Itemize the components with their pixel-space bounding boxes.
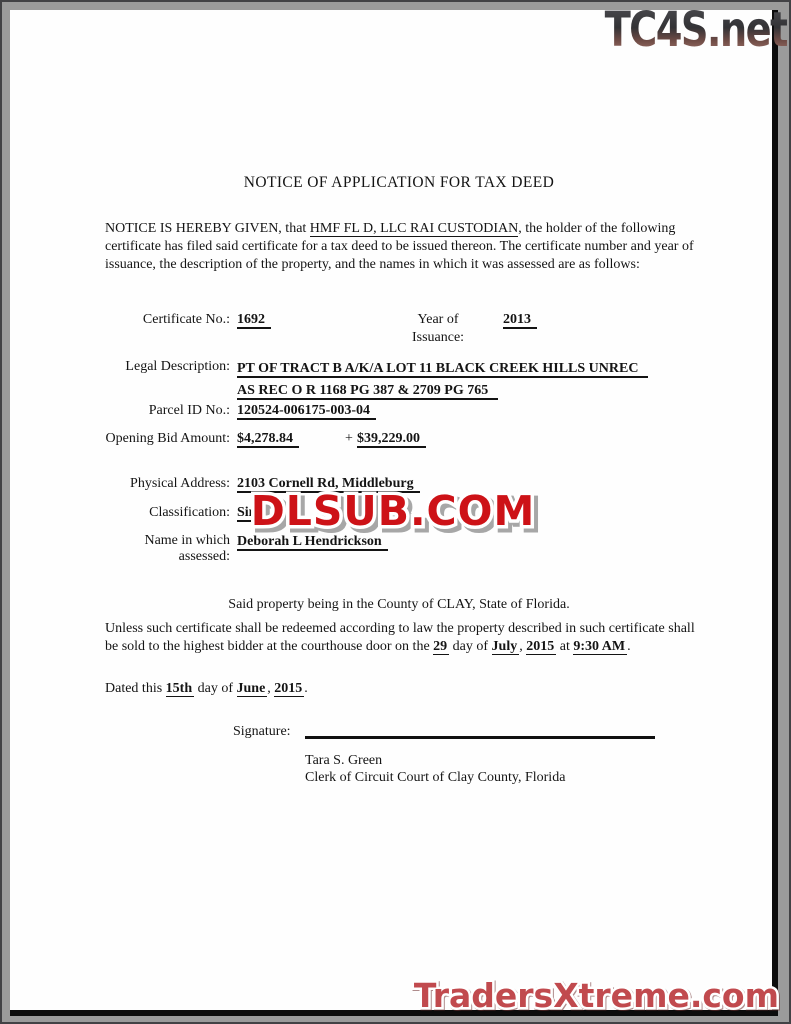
sale-time: 9:30 AM: [573, 639, 626, 654]
year-of-label-line2: Issuance:: [411, 330, 465, 345]
notice-title: NOTICE OF APPLICATION FOR TAX DEED: [243, 174, 555, 191]
physical-address-value: 2103 Cornell Rd, Middleburg: [237, 476, 420, 493]
classification-label: Classification:: [149, 505, 230, 520]
legal-description-value: [237, 358, 648, 402]
opening-bid-label: Opening Bid Amount:: [105, 431, 230, 446]
dated-month: June: [236, 681, 266, 696]
certificate-holder-name: HMF FL D, LLC RAI CUSTODIAN: [309, 221, 519, 236]
redemption-text-3: ,: [519, 639, 527, 654]
parcel-id-label: Parcel ID No.:: [148, 403, 230, 418]
dated-text-3: ,: [267, 681, 275, 696]
assessed-name-label: [10, 533, 230, 565]
assessed-name-value: Deborah L Hendrickson: [237, 534, 388, 551]
tradersxtreme-watermark: [413, 972, 787, 1020]
opening-bid-value: $4,278.84: [237, 431, 299, 448]
opening-bid-value2: $39,229.00: [357, 431, 426, 448]
county-statement: Said property being in the County of CLAY, State of Florida.: [228, 597, 570, 612]
document-page: [10, 10, 778, 1016]
clerk-name: Tara S. Green: [305, 753, 383, 768]
signature-line: [305, 736, 655, 739]
physical-address-label: Physical Address:: [130, 476, 230, 491]
dated-day: 15th: [165, 681, 193, 696]
sale-day: 29: [433, 639, 448, 654]
classification-value: Sin: [237, 505, 270, 522]
year-of-issuance-label: [398, 311, 478, 347]
sale-year: 2015: [526, 639, 555, 654]
dlsub-watermark: [238, 478, 548, 542]
redemption-text-1: Unless such certificate shall be redeemed according to law the property described in such certificate shall be sold to the highest bidder at the courthouse door on the: [105, 621, 695, 654]
tc4s-watermark: TC4S.net: [604, 2, 787, 58]
redemption-paragraph: [105, 620, 695, 656]
intro-suffix: , the holder of the following certificate has filed said certificate for a tax deed to be issued thereon. The certificate number and year of issuance, the description of the property, and the names in which it was assessed are as follows:: [105, 221, 694, 272]
legal-description-line1: PT OF TRACT B A/K/A LOT 11 BLACK CREEK HILLS UNREC: [237, 361, 648, 378]
dated-text-4: .: [304, 681, 308, 696]
year-of-issuance-value: 2013: [503, 312, 537, 329]
tradersxtreme-watermark-text: TradersXtreme.com: [413, 976, 779, 1015]
signature-label: Signature:: [233, 724, 291, 739]
dated-year: 2015: [274, 681, 303, 696]
redemption-text-4: at: [556, 639, 574, 654]
sale-month: July: [491, 639, 518, 654]
dated-text-2: day of: [194, 681, 237, 696]
year-of-label-line1: Year of: [417, 312, 459, 327]
legal-description-line2: AS REC O R 1168 PG 387 & 2709 PG 765: [237, 383, 498, 400]
assessed-name-label-line2: assessed:: [178, 549, 230, 564]
opening-bid-plus-sign: +: [345, 431, 353, 446]
certificate-no-value: 1692: [237, 312, 271, 329]
parcel-id-value: 120524-006175-003-04: [237, 403, 376, 420]
legal-description-label: Legal Description:: [125, 359, 230, 374]
clerk-title: Clerk of Circuit Court of Clay County, Florida: [305, 770, 566, 785]
dlsub-watermark-text: DLSUB.COM: [250, 487, 536, 535]
intro-prefix: NOTICE IS HEREBY GIVEN, that: [105, 221, 310, 236]
certificate-no-label: Certificate No.:: [142, 312, 230, 327]
assessed-name-label-line1: Name in which: [144, 533, 230, 548]
dated-line: [105, 680, 695, 698]
dated-text-1: Dated this: [105, 681, 166, 696]
redemption-text-2: day of: [449, 639, 492, 654]
redemption-text-5: .: [627, 639, 631, 654]
intro-paragraph: [105, 220, 695, 274]
